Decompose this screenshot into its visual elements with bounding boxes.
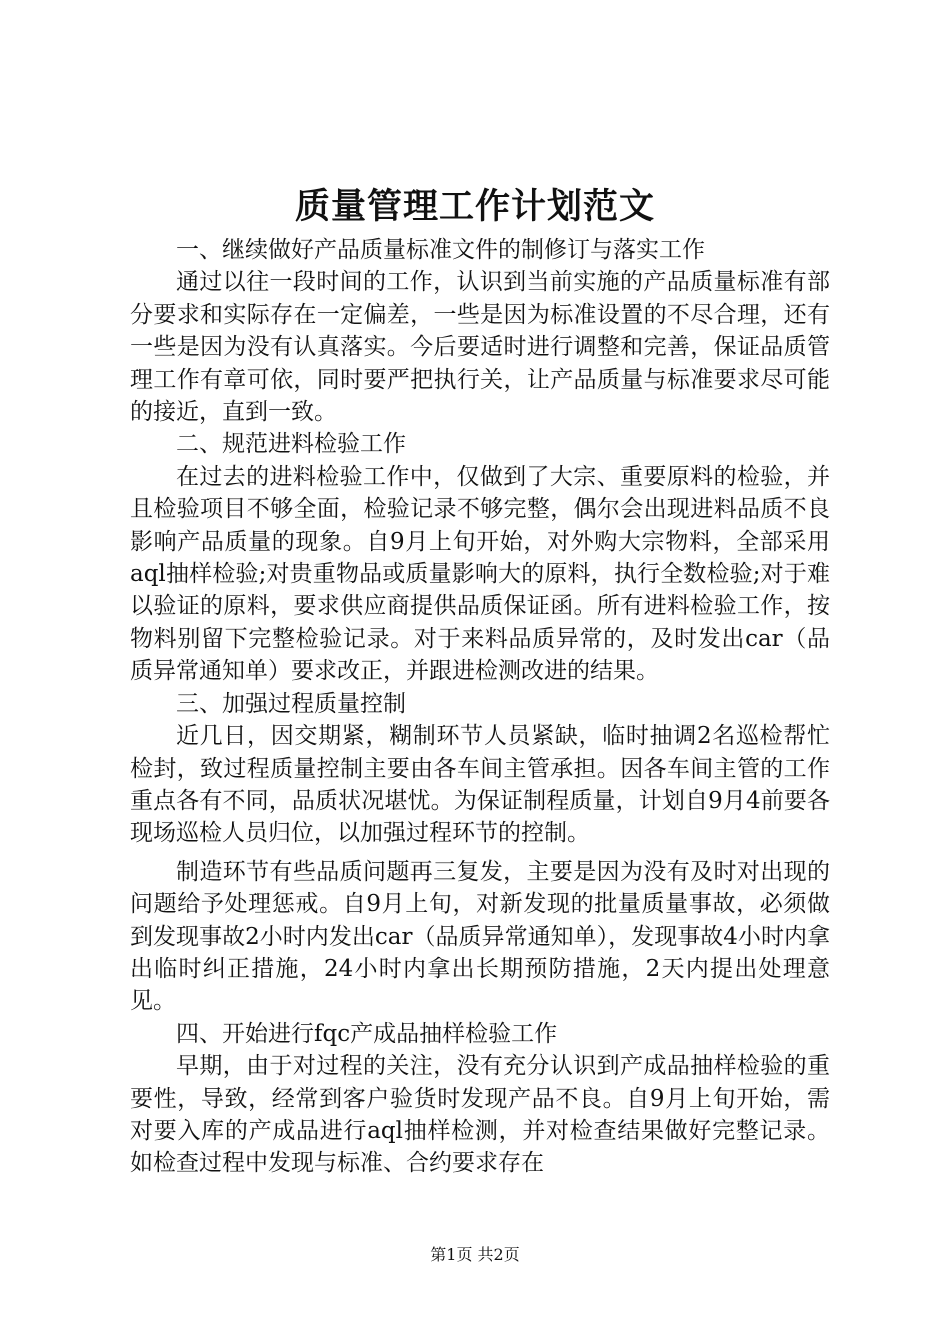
section-heading-1: 一、继续做好产品质量标准文件的制修订与落实工作	[176, 237, 705, 263]
page-footer: 第1页 共2页	[430, 1245, 520, 1264]
section-heading-4: 四、开始进行fqc产成品抽样检验工作	[176, 1020, 558, 1047]
body-paragraph-5: 早期，由于对过程的关注，没有充分认识到产成品抽样检验的重要性，导致，经常到客户验货时发现产品不良。自9月上旬开始，需对要入库的产成品进行aql抽样检测，并对检查结果做好完整记录。如检查过程中发现与标准、合约要求存在	[130, 1053, 830, 1177]
body-paragraph-2: 在过去的进料检验工作中，仅做到了大宗、重要原料的检验，并且检验项目不够全面，检验记录不够完整，偶尔会出现进料品质不良影响产品质量的现象。自9月上旬开始，对外购大宗物料，全部采用aql抽样检验;对贵重物品或质量影响大的原料，执行全数检验;对于难以验证的原料，要求供应商提供品质保证函。所有进料检验工作，按物料别留下完整检验记录。对于来料品质异常的，及时发出car（品质异常通知单）要求改正，并跟进检测改进的结果。	[130, 463, 830, 685]
body-paragraph-3: 近几日，因交期紧，糊制环节人员紧缺，临时抽调2名巡检帮忙检封，致过程质量控制主要由各车间主管承担。因各车间主管的工作重点各有不同，品质状况堪忧。为保证制程质量，计划自9月4前要各现场巡检人员归位，以加强过程环节的控制。	[130, 723, 830, 847]
body-paragraph-4: 制造环节有些品质问题再三复发，主要是因为没有及时对出现的问题给予处理惩戒。自9月上旬，对新发现的批量质量事故，必须做到发现事故2小时内发出car（品质异常通知单），发现事故4小时内拿出临时纠正措施，24小时内拿出长期预防措施，2天内提出处理意见。	[130, 858, 830, 1015]
body-paragraph-1: 通过以往一段时间的工作，认识到当前实施的产品质量标准有部分要求和实际存在一定偏差，一些是因为标准设置的不尽合理，还有一些是因为没有认真落实。今后要适时进行调整和完善，保证品质管理工作有章可依，同时要严把执行关，让产品质量与标准要求尽可能的接近，直到一致。	[130, 269, 830, 426]
document-body	[130, 234, 830, 1180]
section-heading-3: 三、加强过程质量控制	[176, 690, 406, 717]
section-heading-2: 二、规范进料检验工作	[176, 431, 406, 458]
document-title: 质量管理工作计划范文	[294, 186, 655, 227]
